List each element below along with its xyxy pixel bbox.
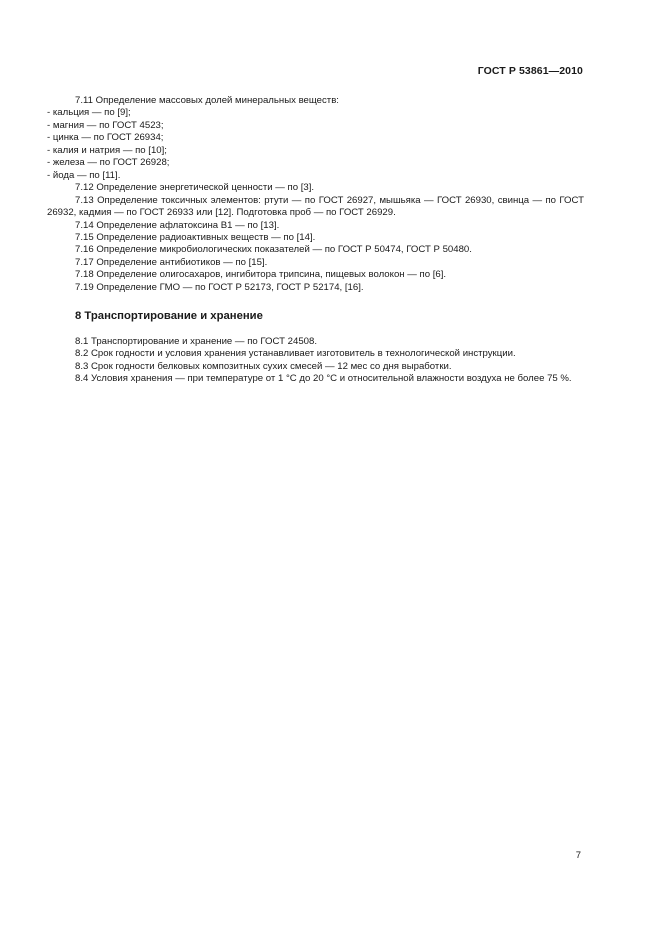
clause-7-13: 7.13 Определение токсичных элементов: ртути — по ГОСТ 26927, мышьяка — ГОСТ 26930, свинца — по ГОСТ 26932, кадмия — по ГОСТ 26933 или [12]. Подготовка проб — по ГОСТ 26929. (47, 194, 584, 219)
page-number: 7 (575, 850, 581, 861)
clause-7-18: 7.18 Определение олигосахаров, ингибитора трипсина, пищевых волокон — по [6]. (75, 269, 447, 281)
clause-7-12: 7.12 Определение энергетической ценности — по [3]. (75, 182, 315, 194)
list-item-zinc: - цинка — по ГОСТ 26934; (47, 132, 164, 144)
clause-7-14: 7.14 Определение афлатоксина В1 — по [13]. (75, 219, 280, 231)
clause-8-1: 8.1 Транспортирование и хранение — по ГОСТ 24508. (75, 335, 317, 347)
clause-7-15: 7.15 Определение радиоактивных веществ — по [14]. (75, 231, 316, 243)
standard-code-header: ГОСТ Р 53861—2010 (477, 65, 583, 77)
clause-8-2: 8.2 Срок годности и условия хранения устанавливает изготовитель в технологической инструкции. (75, 348, 516, 360)
section-8-heading: 8 Транспортирование и хранение (75, 309, 263, 322)
list-item-calcium: - кальция — по [9]; (47, 107, 131, 119)
clause-7-17: 7.17 Определение антибиотиков — по [15]. (75, 256, 268, 268)
clause-8-4: 8.4 Условия хранения — при температуре от 1 °С до 20 °С и относительной влажности воздуха не более 75 %. (75, 373, 572, 385)
clause-8-3: 8.3 Срок годности белковых композитных сухих смесей — 12 мес со дня выработки. (75, 360, 452, 372)
list-item-magnesium: - магния — по ГОСТ 4523; (47, 119, 164, 131)
clause-7-19: 7.19 Определение ГМО — по ГОСТ Р 52173, ГОСТ Р 52174, [16]. (75, 281, 364, 293)
document-body (47, 95, 584, 386)
list-item-iodine: - йода — по [11]. (47, 169, 121, 181)
list-item-potassium-sodium: - калия и натрия — по [10]; (47, 144, 167, 156)
clause-7-11: 7.11 Определение массовых долей минеральных веществ: (75, 95, 339, 106)
list-item-iron: - железа — по ГОСТ 26928; (47, 157, 170, 169)
clause-7-16: 7.16 Определение микробиологических показателей — по ГОСТ Р 50474, ГОСТ Р 50480. (75, 244, 472, 256)
section-7-continued (47, 95, 584, 294)
section-8 (47, 336, 584, 386)
